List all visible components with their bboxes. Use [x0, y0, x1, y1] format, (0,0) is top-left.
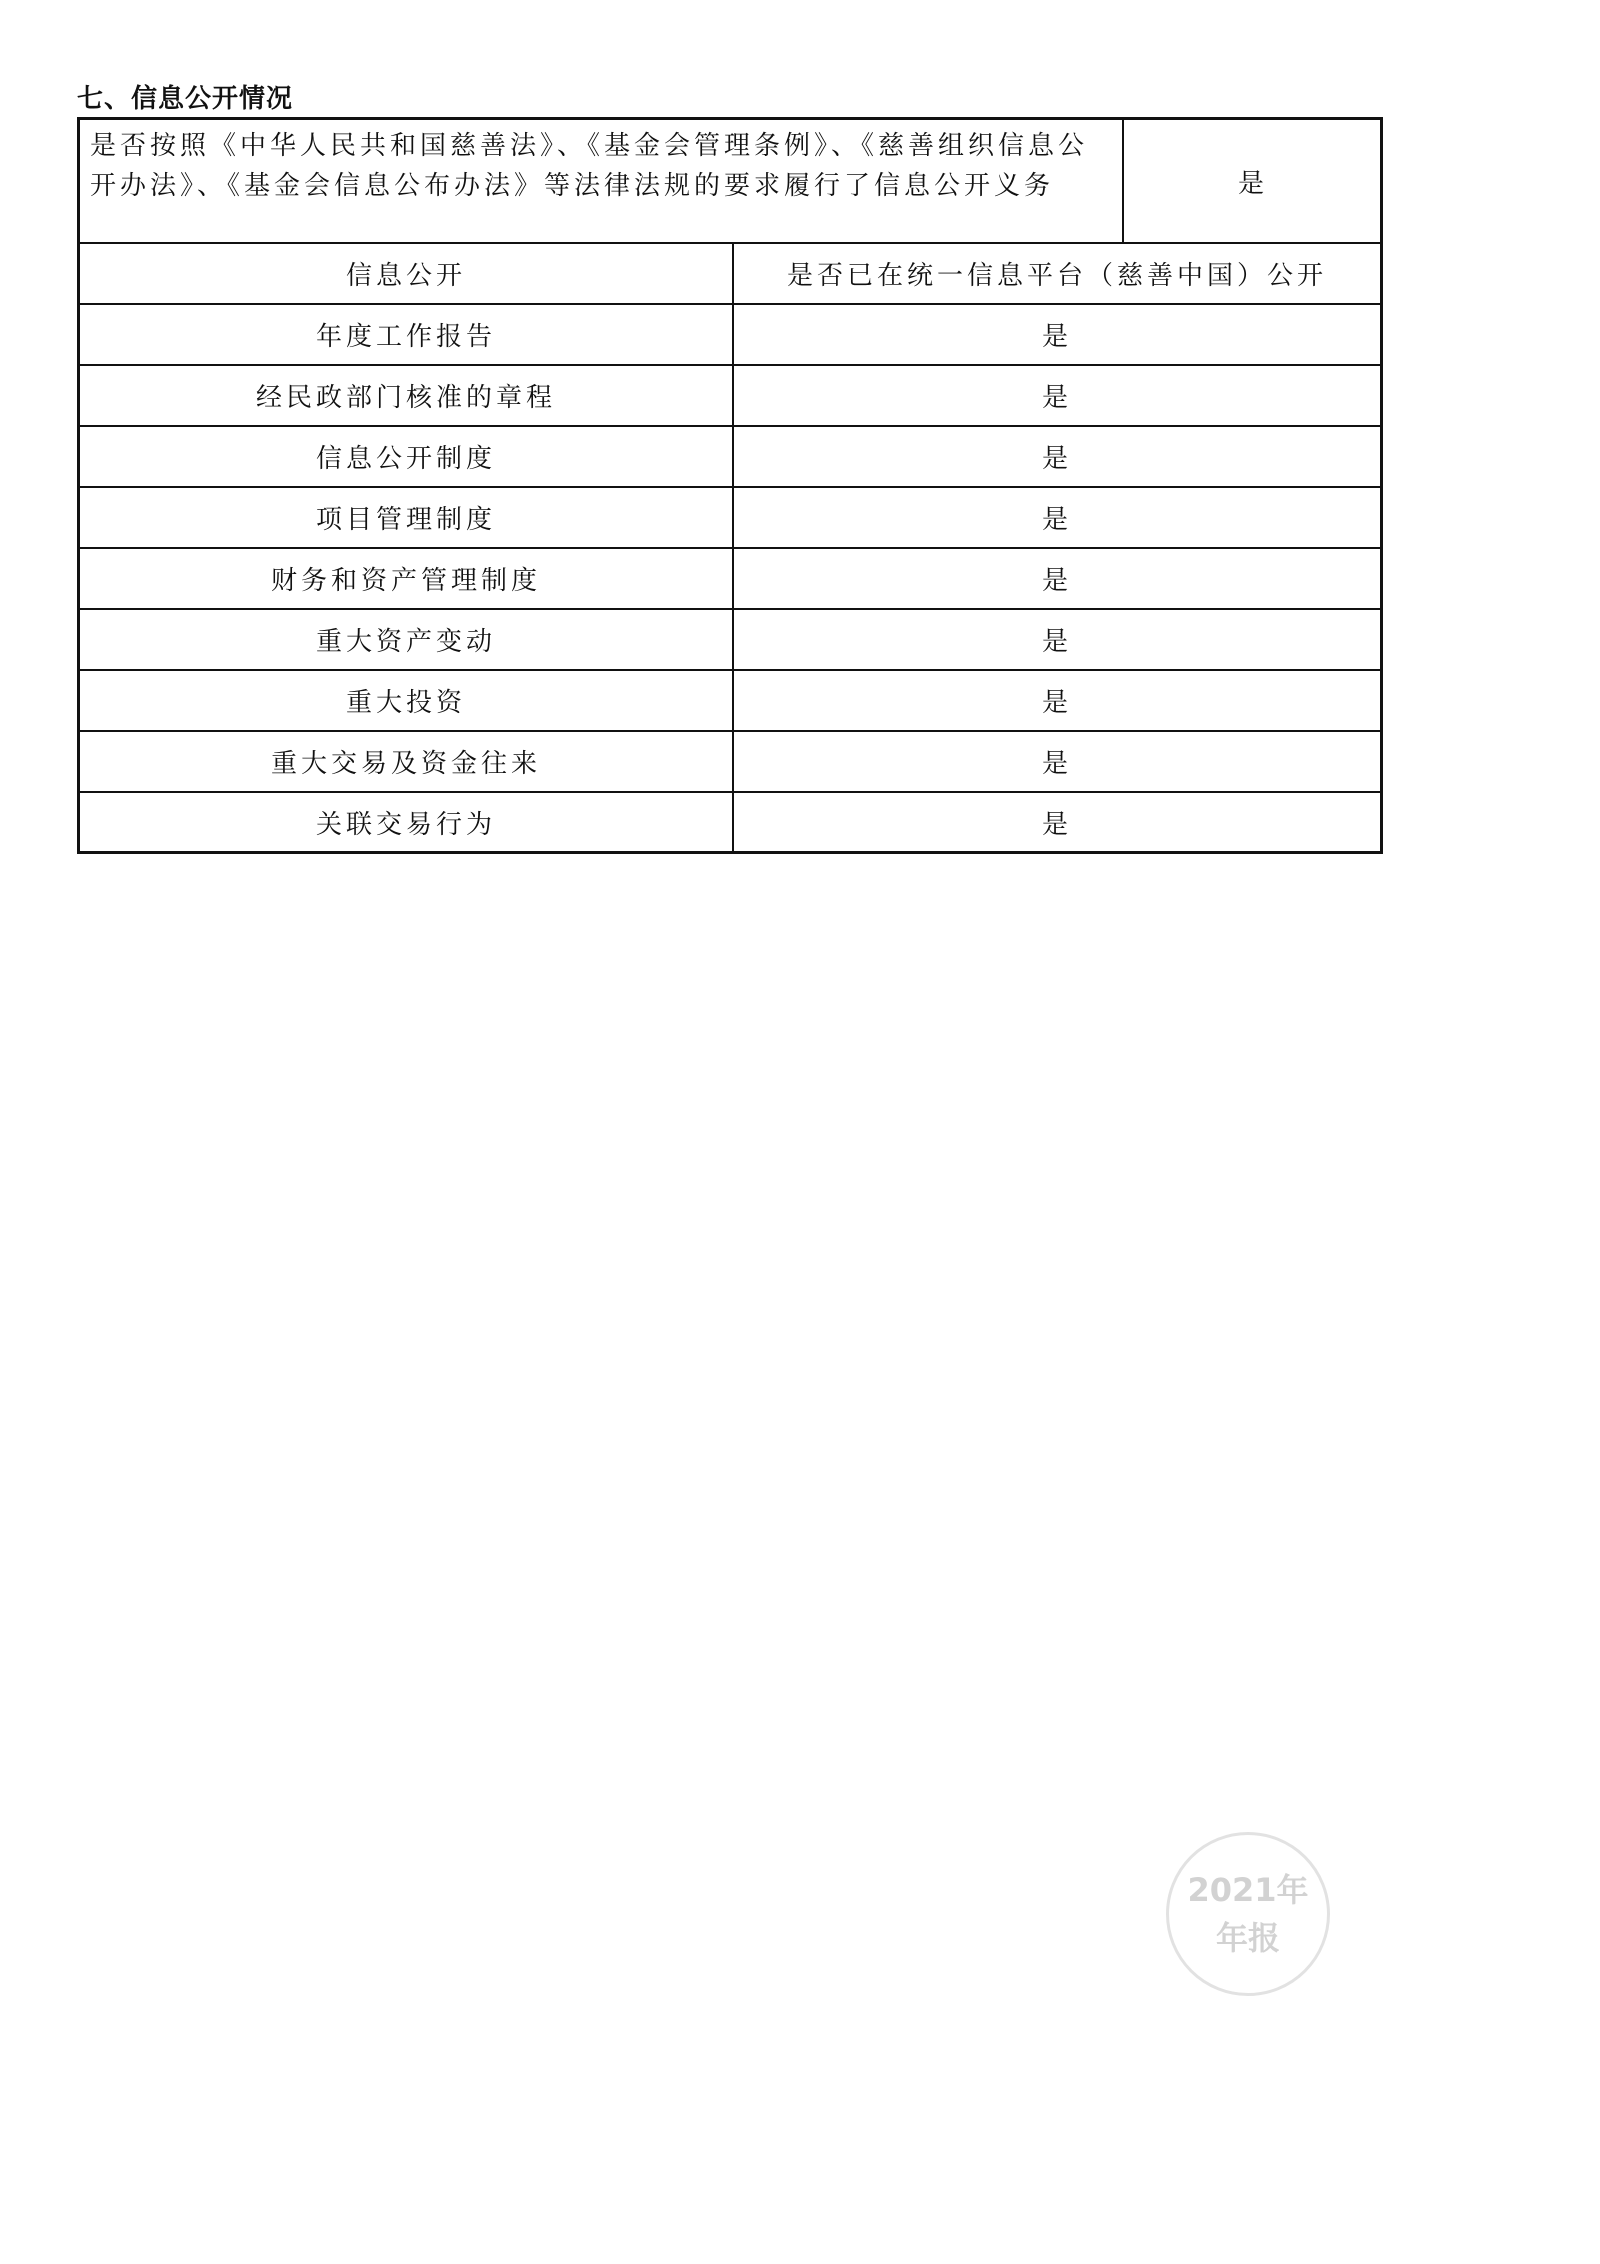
row-value: 是: [732, 305, 1380, 364]
row-item: 项目管理制度: [315, 505, 496, 535]
row-value: 是: [732, 610, 1380, 669]
compliance-row: [80, 120, 1380, 242]
table-row: [80, 730, 1380, 791]
row-value: 是: [732, 671, 1380, 730]
row-value: 是: [732, 549, 1380, 608]
column-header-published: 是否已在统一信息平台（慈善中国）公开: [732, 244, 1380, 303]
row-item: 财务和资产管理制度: [270, 566, 541, 596]
row-item: 年度工作报告: [315, 322, 496, 352]
row-value: 是: [732, 793, 1380, 851]
table-row: [80, 303, 1380, 364]
compliance-question: 是否按照《中华人民共和国慈善法》、《基金会管理条例》、《慈善组织信息公开办法》、《基金会信息公布办法》等法律法规的要求履行了信息公开义务: [90, 131, 1089, 201]
table-row: [80, 669, 1380, 730]
watermark-label: 年报: [1215, 1919, 1280, 1957]
table-row: [80, 791, 1380, 851]
row-value: 是: [732, 366, 1380, 425]
watermark-year: 2021年: [1187, 1871, 1309, 1909]
annual-report-watermark-stamp: [1166, 1832, 1330, 1996]
section-title: 七、信息公开情况: [77, 84, 294, 114]
table-row: [80, 364, 1380, 425]
row-value: 是: [732, 732, 1380, 791]
table-row: [80, 486, 1380, 547]
row-value: 是: [732, 427, 1380, 486]
row-item: 关联交易行为: [315, 809, 496, 840]
row-item: 重大资产变动: [315, 627, 496, 657]
row-item: 经民政部门核准的章程: [255, 383, 556, 413]
row-item: 重大交易及资金往来: [270, 749, 541, 779]
row-value: 是: [732, 488, 1380, 547]
row-item: 重大投资: [345, 688, 466, 718]
table-header-row: [80, 242, 1380, 303]
table-row: [80, 425, 1380, 486]
compliance-answer: 是: [1122, 120, 1380, 242]
table-row: [80, 547, 1380, 608]
disclosure-table: [77, 117, 1383, 854]
row-item: 信息公开制度: [315, 444, 496, 474]
column-header-item: 信息公开: [345, 261, 466, 291]
table-row: [80, 608, 1380, 669]
